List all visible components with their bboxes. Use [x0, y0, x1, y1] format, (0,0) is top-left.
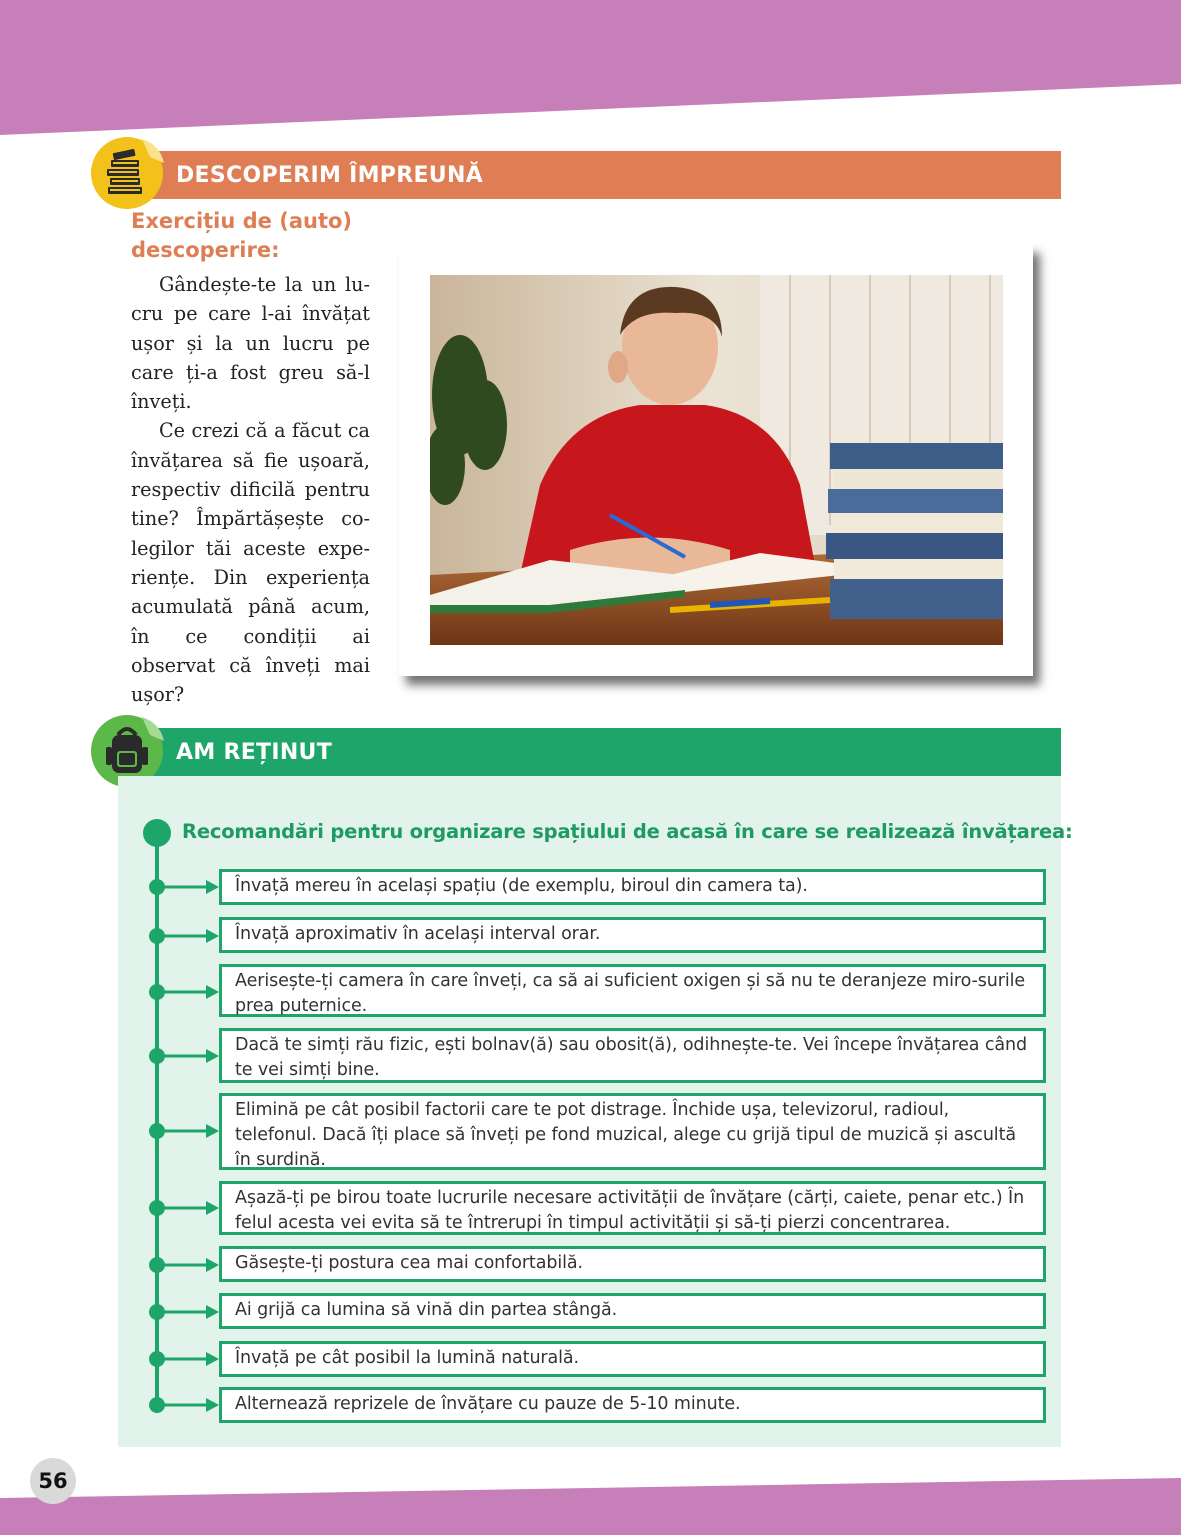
recommendation-item: Găsește-ți postura cea mai confortabilă.: [219, 1246, 1046, 1282]
recommendations-title: Recomandări pentru organizare spațiului de acasă în care se realizează învățarea:: [182, 820, 1073, 843]
recommendation-item: Învață mereu în același spațiu (de exemplu, biroul din camera ta).: [219, 869, 1046, 905]
recommendation-item: Așază-ți pe birou toate lucrurile necesare activității de învățare (cărți, caiete, penar etc.) În felul acesta vei evita să te întrerupi în timpul activității și să-ți pierzi concentrarea.: [219, 1181, 1046, 1235]
recommendation-item: Ai grijă ca lumina să vină din partea stângă.: [219, 1293, 1046, 1329]
recommendation-item: Dacă te simți rău fizic, ești bolnav(ă) sau obosit(ă), odihnește-te. Vei începe învățarea când te vei simți bine.: [219, 1028, 1046, 1083]
page-number: 56: [30, 1458, 76, 1504]
recommendation-item: Elimină pe cât posibil factorii care te pot distrage. Închide ușa, televizorul, radioul, telefonul. Dacă îți place să înveți pe fond muzical, alege cu grijă tipul de muzică și ascultă în surdină.: [219, 1093, 1046, 1170]
recommendation-item: Învață aproximativ în același interval orar.: [219, 917, 1046, 953]
discover-section-title: DESCOPERIM ÎMPREUNĂ: [176, 162, 483, 188]
exercise-paragraph: Gândește-te la un lucru pe care l-ai învățat ușor și la un lucru pe care ți-a fost greu să-l înveți.: [131, 273, 370, 414]
exercise-title: Exercițiu de (auto) descoperire:: [131, 209, 353, 262]
recommendation-item: Aerisește-ți camera în care înveți, ca să ai suficient oxigen și să nu te deranjeze miro-surile prea puternice.: [219, 964, 1046, 1017]
retained-section-title: AM REȚINUT: [176, 739, 333, 765]
recommendation-item: Învață pe cât posibil la lumină naturală.: [219, 1341, 1046, 1377]
recommendation-item: Alternează reprizele de învățare cu pauze de 5-10 minute.: [219, 1387, 1046, 1423]
exercise-paragraph: Ce crezi că a făcut ca învățarea să fie ușoară, respectiv dificilă pentru tine? Împărtășește colegilor tăi aceste experiențe. Din experiența acumulată până acum, în ce condiții ai observat că înveți mai ușor?: [131, 419, 370, 707]
